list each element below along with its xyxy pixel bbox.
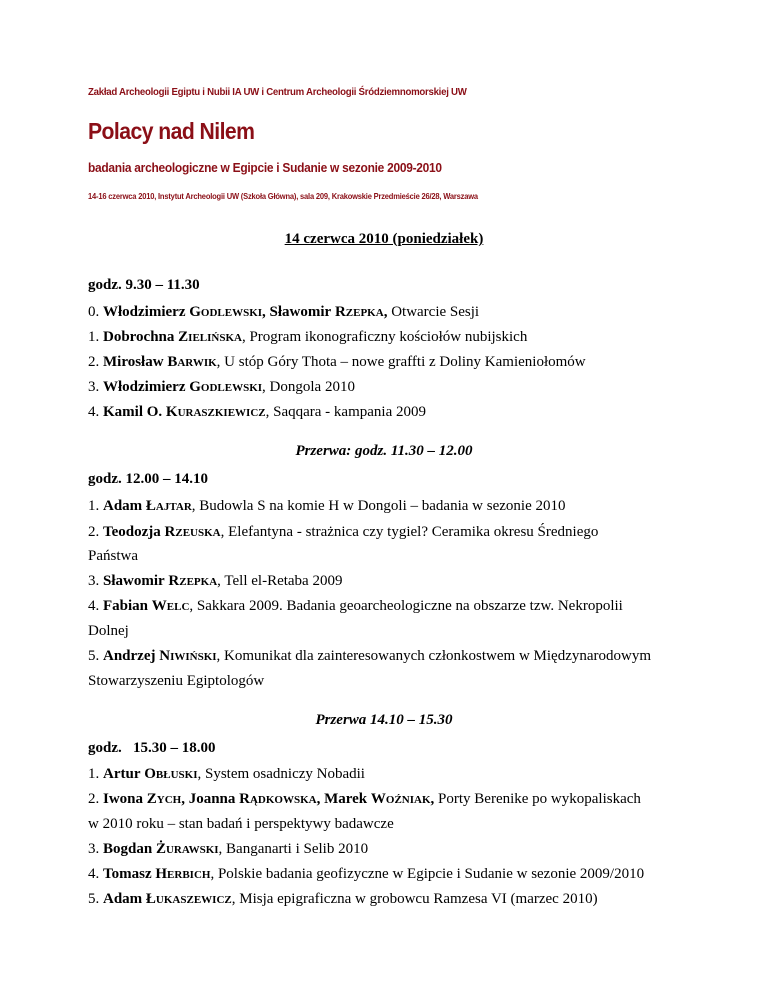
talk-item-continued: Stowarzyszeniu Egiptologów — [88, 673, 265, 689]
talk-item: 4. Kamil O. Kuraszkiewicz, Saqqara - kampania 2009 — [88, 404, 426, 420]
talk-item-continued: w 2010 roku – stan badań i perspektywy badawcze — [88, 816, 394, 832]
event-title: Polacy nad Nilem — [88, 118, 255, 144]
talk-item: 4. Fabian Welc, Sakkara 2009. Badania geoarcheologiczne na obszarze tzw. Nekropolii — [88, 598, 623, 614]
talk-item-continued: Państwa — [88, 548, 138, 564]
talk-item: 0. Włodzimierz Godlewski, Sławomir Rzepka, Otwarcie Sesji — [88, 304, 480, 320]
talk-item: 2. Iwona Zych, Joanna Rądkowska, Marek Woźniak, Porty Berenike po wykopaliskach — [88, 791, 641, 807]
session-3-time: godz. 15.30 – 18.00 — [88, 740, 216, 756]
talk-item: 3. Bogdan Żurawski, Banganarti i Selib 2010 — [88, 841, 369, 857]
talk-item: 1. Artur Obłuski, System osadniczy Nobadii — [88, 766, 365, 782]
break-1: Przerwa: godz. 11.30 – 12.00 — [295, 443, 473, 459]
talk-item: 1. Adam Łajtar, Budowla S na komie H w Dongoli – badania w sezonie 2010 — [88, 498, 566, 514]
talk-item: 5. Adam Łukaszewicz, Misja epigraficzna w grobowcu Ramzesa VI (marzec 2010) — [88, 891, 598, 907]
institute-header: Zakład Archeologii Egiptu i Nubii IA UW i Centrum Archeologii Śródziemnomorskiej UW — [88, 86, 467, 98]
day-heading: 14 czerwca 2010 (poniedziałek) — [284, 231, 484, 247]
event-subtitle: badania archeologiczne w Egipcie i Sudanie w sezonie 2009-2010 — [88, 160, 442, 175]
talk-item: 1. Dobrochna Zielińska, Program ikonograficzny kościołów nubijskich — [88, 329, 528, 345]
talk-item: 4. Tomasz Herbich, Polskie badania geofizyczne w Egipcie i Sudanie w sezonie 2009/2010 — [88, 866, 645, 882]
talk-item: 3. Włodzimierz Godlewski, Dongola 2010 — [88, 379, 355, 395]
event-details: 14-16 czerwca 2010, Instytut Archeologii UW (Szkoła Główna), sala 209, Krakowskie Przedmieście 26/28, Warszawa — [88, 192, 478, 201]
session-1-time: godz. 9.30 – 11.30 — [88, 277, 200, 293]
talk-item: 2. Teodozja Rzeuska, Elefantyna - strażnica czy tygiel? Ceramika okresu Średniego — [88, 524, 599, 540]
talk-item-continued: Dolnej — [88, 623, 129, 639]
talk-item: 2. Mirosław Barwik, U stóp Góry Thota – nowe graffti z Doliny Kamieniołomów — [88, 354, 586, 370]
talk-item: 5. Andrzej Niwiński, Komunikat dla zainteresowanych członkostwem w Międzynarodowym — [88, 648, 652, 664]
break-2: Przerwa 14.10 – 15.30 — [315, 712, 453, 728]
talk-item: 3. Sławomir Rzepka, Tell el-Retaba 2009 — [88, 573, 343, 589]
session-2-time: godz. 12.00 – 14.10 — [88, 471, 208, 487]
